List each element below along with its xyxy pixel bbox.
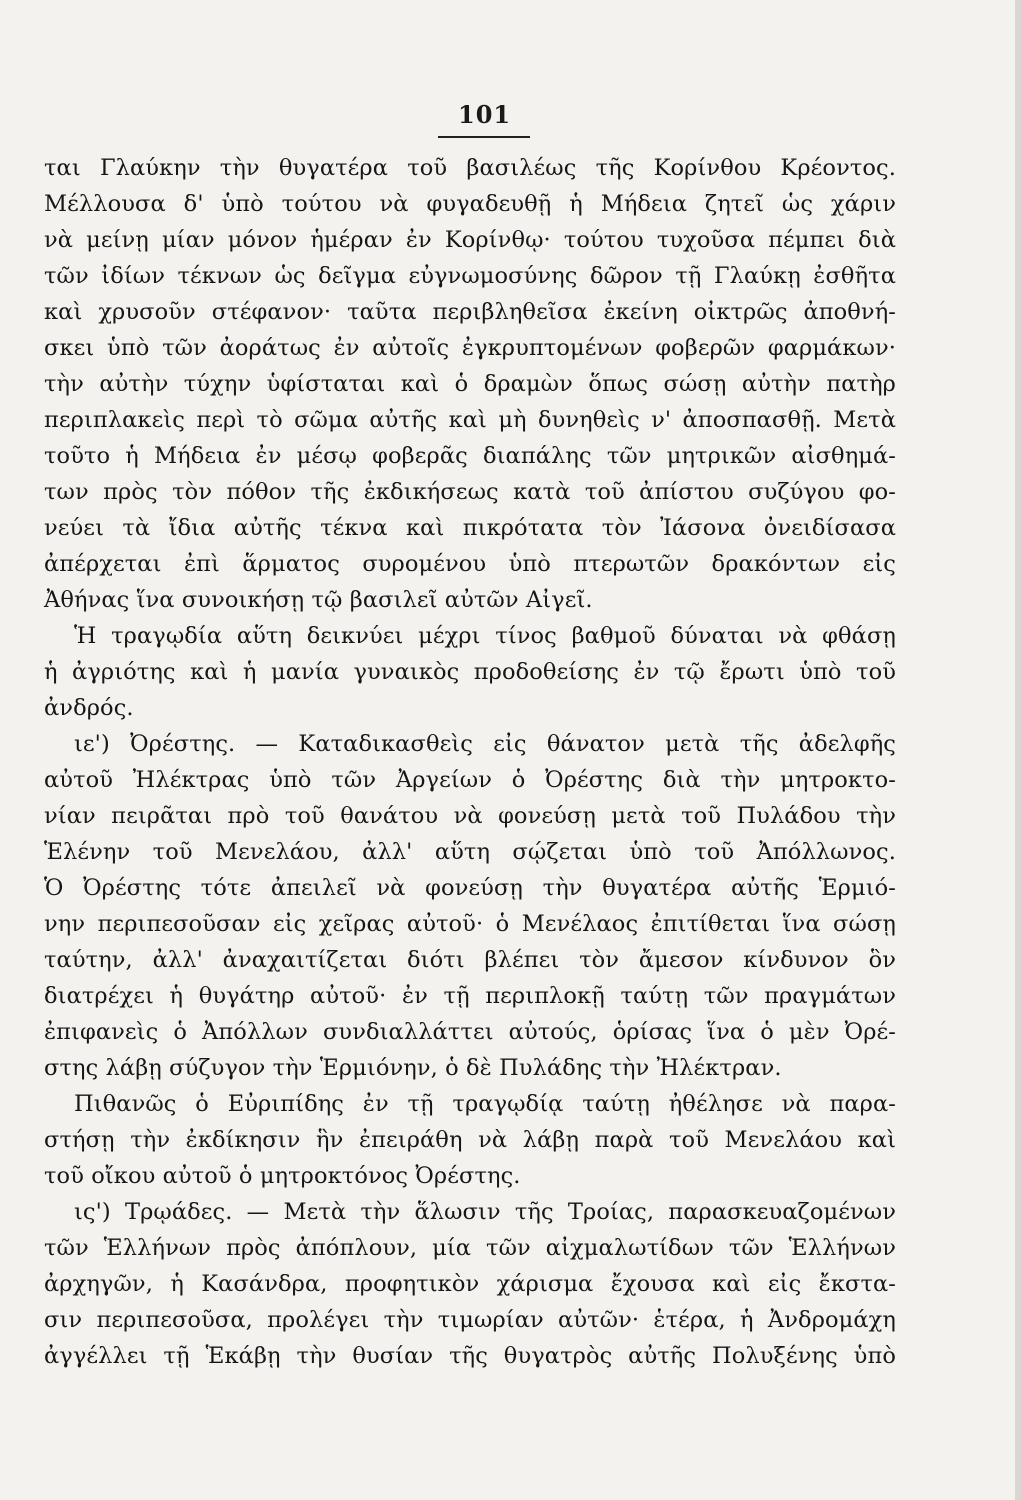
page-number: 101 [458,100,512,129]
text-line: τοῦ οἴκου αὐτοῦ ὁ μητροκτόνος Ὀρέστης. [44,1163,521,1189]
text-line: Μέλλουσα δ' ὑπὸ τούτου νὰ φυγαδευθῇ ἡ Μήδεια ζητεῖ ὡς χάριν [44,191,896,217]
text-line: τοῦτο ἡ Μήδεια ἐν μέσῳ φοβερᾶς διαπάλης τῶν μητρικῶν αἰσθημά- [44,443,896,469]
text-line: Ἡ τραγῳδία αὕτη δεικνύει μέχρι τίνος βαθμοῦ δύναται νὰ φθάσῃ [74,623,896,649]
text-line: σιν περιπεσοῦσα, προλέγει τὴν τιμωρίαν αὐτῶν· ἑτέρα, ἡ Ἀνδρομάχη [44,1307,896,1333]
text-line: τῶν Ἑλλήνων πρὸς ἀπόπλουν, μία τῶν αἰχμαλωτίδων τῶν Ἑλλήνων [44,1235,896,1261]
text-line: στήσῃ τὴν ἐκδίκησιν ἣν ἐπειράθη νὰ λάβῃ παρὰ τοῦ Μενελάου καὶ [44,1127,896,1153]
text-line: σκει ὑπὸ τῶν ἀοράτως ἐν αὐτοῖς ἐγκρυπτομένων φοβερῶν φαρμάκων· [44,335,896,361]
page-number-underline [438,136,530,138]
scan-edge [1015,0,1021,1500]
text-line: νὰ μείνῃ μίαν μόνον ἡμέραν ἐν Κορίνθῳ· τούτου τυχοῦσα πέμπει διὰ [44,227,896,253]
text-line: ται Γλαύκην τὴν θυγατέρα τοῦ βασιλέως τῆς Κορίνθου Κρέοντος. [44,155,896,181]
text-line: ἡ ἀγριότης καὶ ἡ μανία γυναικὸς προδοθείσης ἐν τῷ ἔρωτι ὑπὸ τοῦ [44,659,896,685]
text-line: καὶ χρυσοῦν στέφανον· ταῦτα περιβληθεῖσα ἐκείνη οἰκτρῶς ἀποθνή- [44,299,896,325]
text-line: ἐπιφανεὶς ὁ Ἀπόλλων συνδιαλλάττει αὐτούς, ὁρίσας ἵνα ὁ μὲν Ὀρέ- [44,1019,896,1045]
text-line: των πρὸς τὸν πόθον τῆς ἐκδικήσεως κατὰ τοῦ ἀπίστου συζύγου φο- [44,479,896,505]
text-line: διατρέχει ἡ θυγάτηρ αὐτοῦ· ἐν τῇ περιπλοκῇ ταύτῃ τῶν πραγμάτων [44,983,896,1009]
text-line: περιπλακεὶς περὶ τὸ σῶμα αὐτῆς καὶ μὴ δυνηθεὶς ν' ἀποσπασθῇ. Μετὰ [44,407,896,433]
body-text [44,150,896,1374]
text-line: ις') Τρῳάδες. — Μετὰ τὴν ἅλωσιν τῆς Τροίας, παρασκευαζομένων [74,1199,896,1225]
text-line: ἀρχηγῶν, ἡ Κασάνδρα, προφητικὸν χάρισμα ἔχουσα καὶ εἰς ἔκστα- [44,1271,896,1297]
text-line: τῶν ἰδίων τέκνων ὡς δεῖγμα εὐγνωμοσύνης δῶρον τῇ Γλαύκῃ ἐσθῆτα [44,263,896,289]
text-line: ιε') Ὀρέστης. — Καταδικασθεὶς εἰς θάνατον μετὰ τῆς ἀδελφῆς [74,731,896,757]
text-line: Ἑλένην τοῦ Μενελάου, ἀλλ' αὕτη σῴζεται ὑπὸ τοῦ Ἀπόλλωνος. [44,839,896,865]
text-line: νίαν πειρᾶται πρὸ τοῦ θανάτου νὰ φονεύσῃ μετὰ τοῦ Πυλάδου τὴν [44,803,896,829]
text-line: Ἀθήνας ἵνα συνοικήσῃ τῷ βασιλεῖ αὐτῶν Αἰγεῖ. [44,587,593,613]
text-line: ταύτην, ἀλλ' ἀναχαιτίζεται διότι βλέπει τὸν ἄμεσον κίνδυνον ὃν [44,947,896,973]
text-line: αὐτοῦ Ἠλέκτρας ὑπὸ τῶν Ἀργείων ὁ Ὀρέστης διὰ τὴν μητροκτο- [44,767,896,793]
text-line: Ὁ Ὀρέστης τότε ἀπειλεῖ νὰ φονεύσῃ τὴν θυγατέρα αὐτῆς Ἑρμιό- [44,875,896,901]
text-line: νην περιπεσοῦσαν εἰς χεῖρας αὐτοῦ· ὁ Μενέλαος ἐπιτίθεται ἵνα σώσῃ [44,911,896,937]
text-line: ἀπέρχεται ἐπὶ ἅρματος συρομένου ὑπὸ πτερωτῶν δρακόντων εἰς [44,551,896,577]
text-line: νεύει τὰ ἴδια αὐτῆς τέκνα καὶ πικρότατα τὸν Ἰάσονα ὀνειδίσασα [44,515,896,541]
text-line: ἀγγέλλει τῇ Ἑκάβῃ τὴν θυσίαν τῆς θυγατρὸς αὐτῆς Πολυξένης ὑπὸ [44,1343,896,1369]
text-line: Πιθανῶς ὁ Εὐριπίδης ἐν τῇ τραγῳδίᾳ ταύτῃ ἠθέλησε νὰ παρα- [74,1091,896,1117]
text-line: στης λάβῃ σύζυγον τὴν Ἑρμιόνην, ὁ δὲ Πυλάδης τὴν Ἠλέκτραν. [44,1055,782,1081]
text-line: ἀνδρός. [44,695,134,721]
text-line: τὴν αὐτὴν τύχην ὑφίσταται καὶ ὁ δραμὼν ὅπως σώσῃ αὐτὴν πατὴρ [44,371,896,397]
